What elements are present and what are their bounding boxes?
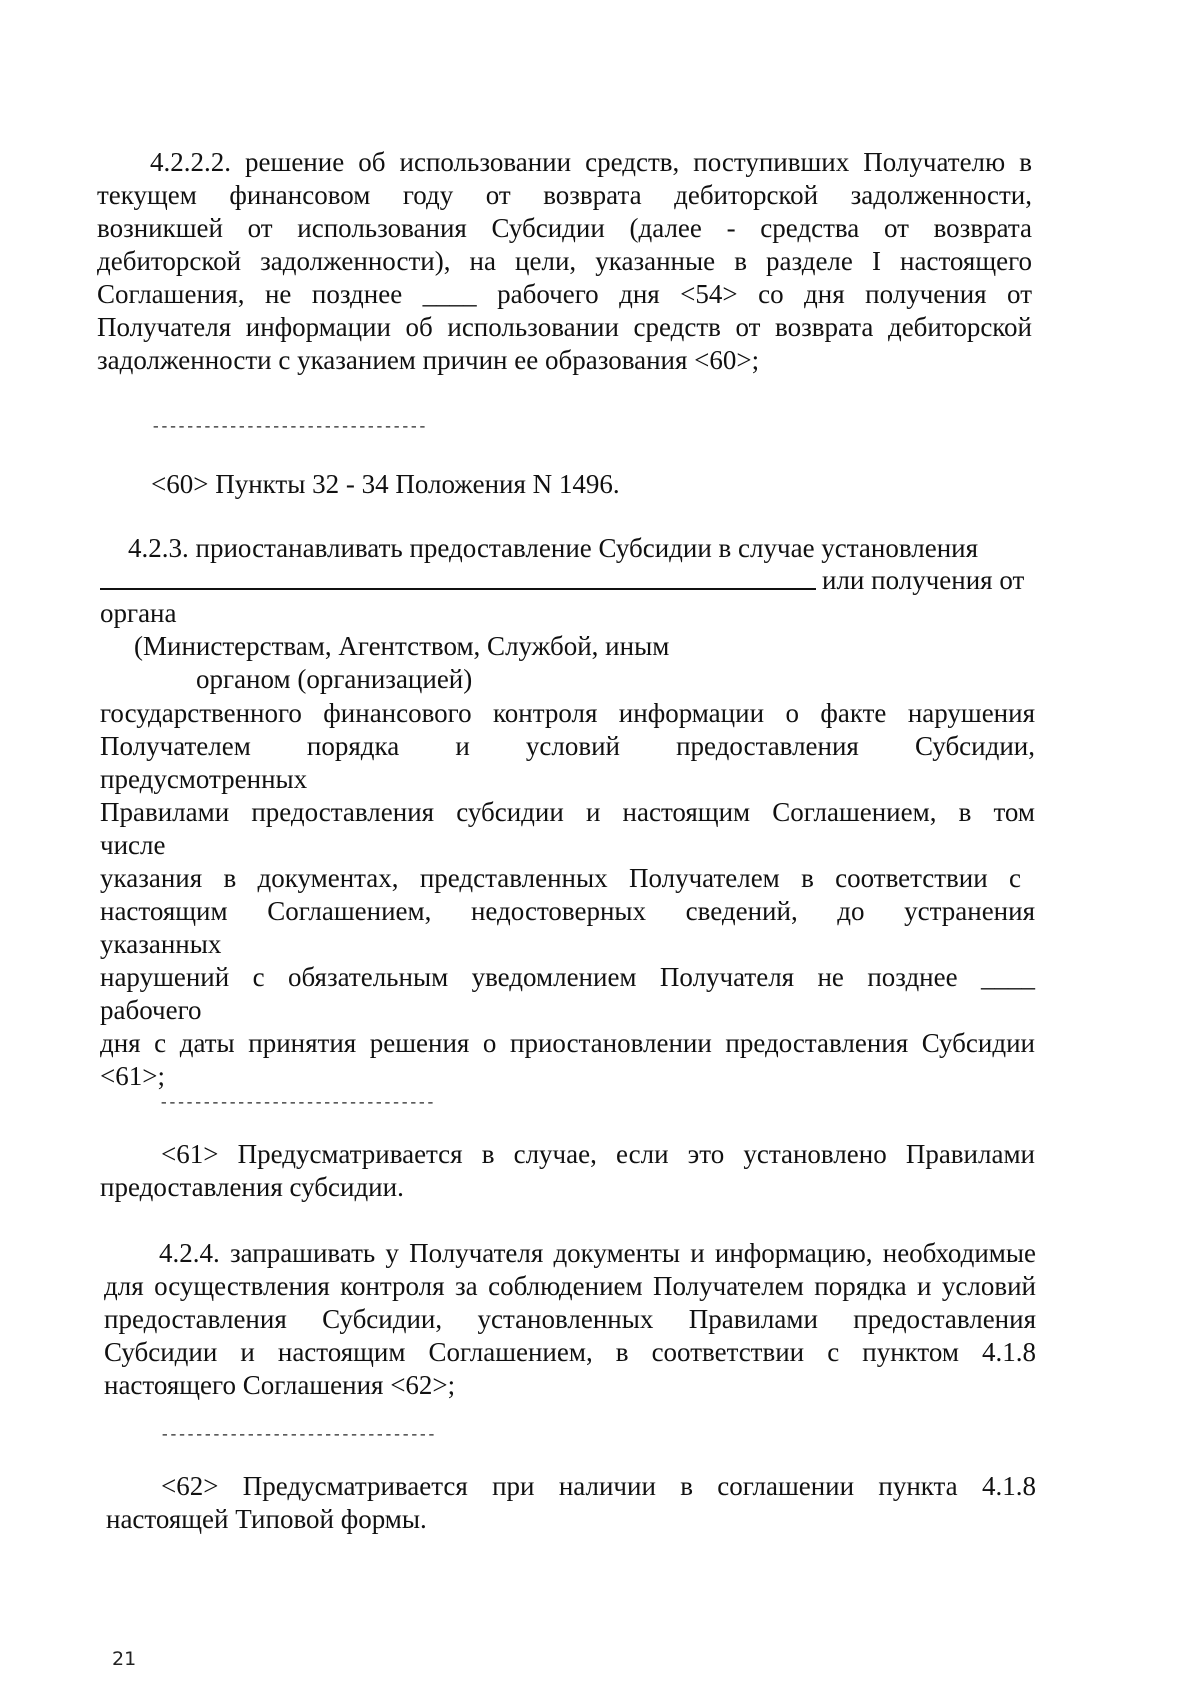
footnote-separator: -------------------------------- — [160, 1426, 436, 1444]
text-line: нарушений с обязательным уведомлением Получателя не позднее ____ — [100, 962, 1035, 992]
text-line: <62> Предусматривается при наличии в соглашении пункта 4.1.8 — [161, 1471, 1036, 1501]
text-line: настоящего Соглашения <62>; — [104, 1370, 456, 1400]
paragraph-4-2-3-body — [100, 697, 1035, 1093]
footnote-separator: -------------------------------- — [151, 418, 427, 436]
text-line: возникшей от использования Субсидии (далее - средства от возврата — [97, 213, 1032, 243]
text-line: предоставления Субсидии, установленных Правилами предоставления — [104, 1304, 1036, 1334]
text-line: указанных — [100, 929, 222, 959]
text-line: текущем финансовом году от возврата дебиторской задолженности, — [97, 180, 1032, 210]
footnote-separator: -------------------------------- — [159, 1094, 435, 1112]
text-line: рабочего — [100, 995, 202, 1025]
text-line: Соглашения, не позднее ____ рабочего дня <54> со дня получения от — [97, 279, 1032, 309]
text-line: указания в документах, представленных Получателем в соответствии с — [100, 863, 1021, 893]
organ-hint-2: органом (организацией) — [196, 664, 473, 694]
text-line: Правилами предоставления субсидии и настоящим Соглашением, в том — [100, 797, 1035, 827]
organ-hint-1: (Министерствам, Агентством, Службой, иным — [134, 631, 670, 661]
text-line: настоящей Типовой формы. — [106, 1504, 427, 1534]
paragraph-4-2-3-line3: органа — [100, 598, 177, 628]
text-line: <61> Предусматривается в случае, если это установлено Правилами — [161, 1139, 1035, 1169]
text-line: дня с даты принятия решения о приостановлении предоставления Субсидии — [100, 1028, 1035, 1058]
paragraph-4-2-3-line1: 4.2.3. приостанавливать предоставление Субсидии в случае установления — [128, 533, 979, 563]
text-line: предоставления субсидии. — [100, 1172, 404, 1202]
paragraph-4-2-2-2 — [97, 146, 1032, 377]
text-line: Получателя информации об использовании средств от возврата дебиторской — [97, 312, 1032, 342]
blank-underline — [100, 588, 816, 590]
text-line: предусмотренных — [100, 764, 308, 794]
footnote-60: <60> Пункты 32 - 34 Положения N 1496. — [151, 469, 620, 499]
text-line: Получателем порядка и условий предоставления Субсидии, — [100, 731, 1035, 761]
text-line: Субсидии и настоящим Соглашением, в соответствии с пунктом 4.1.8 — [104, 1337, 1036, 1367]
text-line: настоящим Соглашением, недостоверных сведений, до устранения — [100, 896, 1035, 926]
page-number: 21 — [112, 1648, 137, 1670]
text-line: государственного финансового контроля информации о факте нарушения — [100, 698, 1035, 728]
text-line: 4.2.2.2. решение об использовании средств, поступивших Получателю в — [150, 147, 1032, 177]
text-line: <61>; — [100, 1061, 165, 1091]
text-line: 4.2.4. запрашивать у Получателя документы и информацию, необходимые — [159, 1238, 1036, 1268]
text-line: для осуществления контроля за соблюдением Получателем порядка и условий — [104, 1271, 1036, 1301]
text-line: задолженности с указанием причин ее образования <60>; — [97, 345, 760, 375]
footnote-62 — [106, 1470, 1036, 1536]
text-line: дебиторской задолженности), на цели, указанные в разделе I настоящего — [97, 246, 1032, 276]
text-line: числе — [100, 830, 166, 860]
paragraph-4-2-4 — [104, 1237, 1036, 1402]
paragraph-4-2-3-line2: или получения от — [822, 565, 1025, 595]
footnote-61 — [100, 1138, 1035, 1204]
